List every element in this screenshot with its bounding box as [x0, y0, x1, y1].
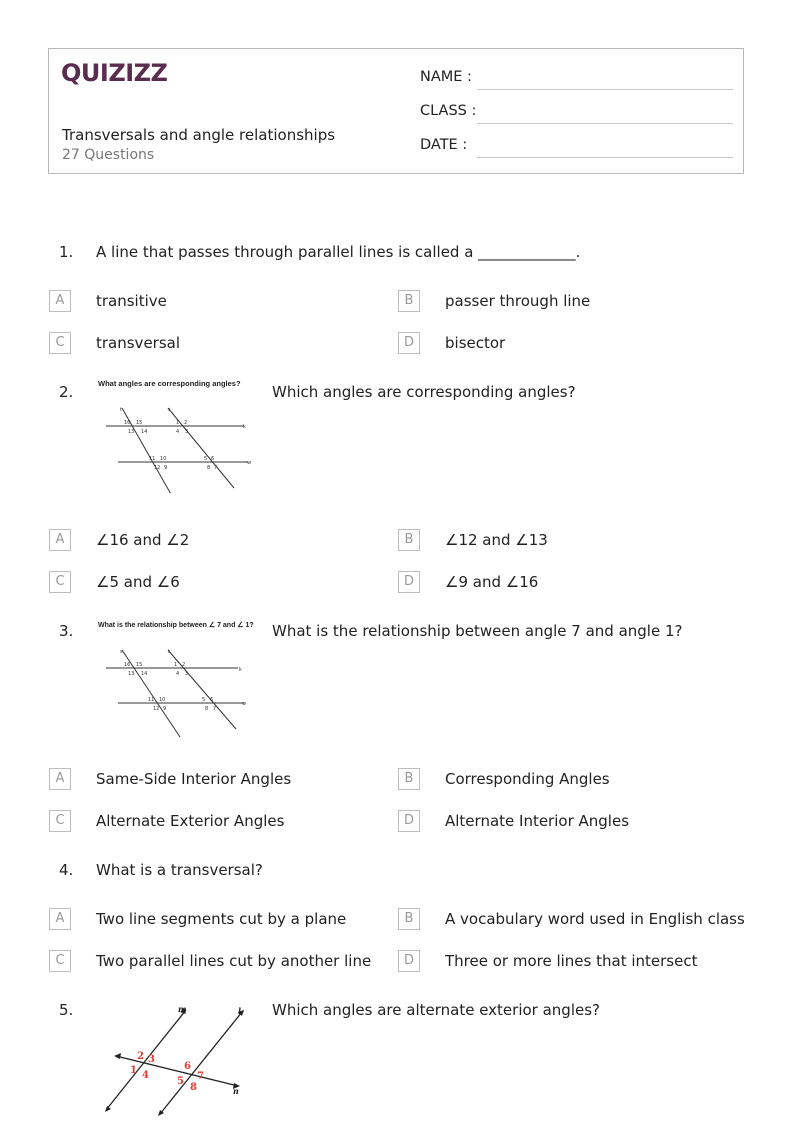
svg-text:13: 13 [128, 671, 135, 677]
question-number: 4. [59, 861, 74, 879]
option-text[interactable]: bisector [445, 334, 506, 352]
svg-text:6: 6 [184, 1061, 191, 1072]
option-text[interactable]: Two line segments cut by a plane [96, 910, 347, 928]
option-text[interactable]: ∠5 and ∠6 [96, 573, 180, 591]
svg-text:6: 6 [210, 697, 214, 703]
svg-text:7: 7 [213, 706, 217, 712]
option-text[interactable]: Alternate Interior Angles [445, 812, 630, 830]
svg-text:10: 10 [159, 697, 166, 703]
svg-text:s: s [120, 649, 123, 655]
svg-text:t: t [120, 407, 122, 413]
option-text[interactable]: transitive [96, 292, 167, 310]
svg-text:12: 12 [154, 465, 161, 471]
class-field[interactable] [477, 123, 733, 124]
option-letter-d[interactable]: D [398, 950, 420, 972]
option-text[interactable]: Same-Side Interior Angles [96, 770, 292, 788]
question-figure [96, 617, 256, 739]
option-letter-c[interactable]: C [49, 332, 71, 354]
svg-text:8: 8 [205, 706, 209, 712]
question-figure [96, 378, 256, 493]
svg-text:16: 16 [124, 662, 131, 668]
svg-text:2: 2 [184, 420, 188, 426]
svg-text:14: 14 [141, 671, 148, 677]
svg-text:6: 6 [211, 456, 215, 462]
svg-text:15: 15 [136, 662, 143, 668]
figure-caption: What is the relationship between ∠ 7 and ∠ 1? [98, 622, 254, 629]
svg-text:4: 4 [142, 1070, 149, 1081]
svg-text:1: 1 [130, 1065, 137, 1076]
option-letter-a[interactable]: A [49, 529, 71, 551]
svg-text:2: 2 [182, 662, 186, 668]
question-number: 2. [59, 383, 74, 401]
svg-text:1: 1 [176, 420, 180, 426]
svg-text:3: 3 [185, 671, 189, 677]
quizizz-logo: QUIZIZZ [61, 59, 168, 87]
question-text: Which angles are alternate exterior angles? [272, 1001, 600, 1019]
svg-text:14: 14 [141, 429, 148, 435]
svg-text:8: 8 [207, 465, 211, 471]
question-text: What is a transversal? [96, 861, 263, 879]
option-letter-c[interactable]: C [49, 571, 71, 593]
svg-text:5: 5 [204, 456, 208, 462]
svg-text:2: 2 [137, 1051, 144, 1062]
option-text[interactable]: A vocabulary word used in English class [445, 910, 745, 928]
svg-text:l: l [238, 1006, 242, 1016]
svg-text:s: s [168, 407, 171, 413]
figure-caption: What angles are corresponding angles? [98, 379, 241, 388]
svg-text:9: 9 [164, 465, 168, 471]
svg-text:9: 9 [163, 706, 167, 712]
option-letter-d[interactable]: D [398, 571, 420, 593]
svg-text:1: 1 [174, 662, 178, 668]
option-text[interactable]: Two parallel lines cut by another line [96, 952, 372, 970]
option-letter-a[interactable]: A [49, 290, 71, 312]
svg-text:m: m [178, 1004, 187, 1014]
option-letter-b[interactable]: B [398, 908, 420, 930]
date-label: DATE : [420, 137, 468, 153]
svg-text:7: 7 [214, 465, 218, 471]
question-figure [100, 1000, 250, 1118]
svg-text:5: 5 [177, 1076, 184, 1087]
svg-text:12: 12 [153, 706, 160, 712]
question-text: A line that passes through parallel lines is called a _____________. [96, 243, 581, 261]
class-label: CLASS : [420, 103, 477, 119]
svg-text:w: w [242, 701, 247, 707]
option-text[interactable]: ∠9 and ∠16 [445, 573, 539, 591]
svg-text:k: k [239, 667, 242, 673]
svg-text:3: 3 [185, 429, 189, 435]
svg-text:5: 5 [202, 697, 206, 703]
option-text[interactable]: Corresponding Angles [445, 770, 610, 788]
option-text[interactable]: Alternate Exterior Angles [96, 812, 285, 830]
option-letter-a[interactable]: A [49, 768, 71, 790]
question-number: 5. [59, 1001, 74, 1019]
svg-text:16: 16 [124, 420, 131, 426]
question-number: 3. [59, 622, 74, 640]
option-letter-a[interactable]: A [49, 908, 71, 930]
svg-text:13: 13 [128, 429, 135, 435]
date-field[interactable] [477, 157, 733, 158]
svg-text:4: 4 [176, 429, 180, 435]
svg-text:11: 11 [148, 697, 155, 703]
option-text[interactable]: Three or more lines that intersect [445, 952, 698, 970]
name-field[interactable] [477, 89, 733, 90]
svg-text:3: 3 [148, 1054, 155, 1065]
question-count: 27 Questions [62, 147, 155, 163]
svg-text:w: w [247, 460, 252, 466]
svg-text:k: k [243, 424, 246, 430]
option-text[interactable]: transversal [96, 334, 181, 352]
option-letter-b[interactable]: B [398, 290, 420, 312]
option-letter-d[interactable]: D [398, 810, 420, 832]
worksheet-header [48, 48, 744, 174]
option-letter-c[interactable]: C [49, 810, 71, 832]
svg-text:8: 8 [190, 1082, 197, 1093]
option-letter-c[interactable]: C [49, 950, 71, 972]
option-letter-b[interactable]: B [398, 529, 420, 551]
worksheet-title: Transversals and angle relationships [62, 126, 336, 144]
option-text[interactable]: passer through line [445, 292, 591, 310]
svg-text:4: 4 [176, 671, 180, 677]
svg-text:11: 11 [149, 456, 156, 462]
svg-text:15: 15 [136, 420, 143, 426]
option-letter-b[interactable]: B [398, 768, 420, 790]
question-text: Which angles are corresponding angles? [272, 383, 576, 401]
option-text[interactable]: ∠16 and ∠2 [96, 531, 190, 549]
svg-text:t: t [168, 649, 170, 655]
question-number: 1. [59, 243, 74, 261]
svg-text:n: n [233, 1086, 239, 1096]
option-letter-d[interactable]: D [398, 332, 420, 354]
option-text[interactable]: ∠12 and ∠13 [445, 531, 548, 549]
svg-text:10: 10 [160, 456, 167, 462]
name-label: NAME : [420, 69, 472, 85]
svg-text:7: 7 [197, 1071, 204, 1082]
question-text: What is the relationship between angle 7 and angle 1? [272, 622, 683, 640]
